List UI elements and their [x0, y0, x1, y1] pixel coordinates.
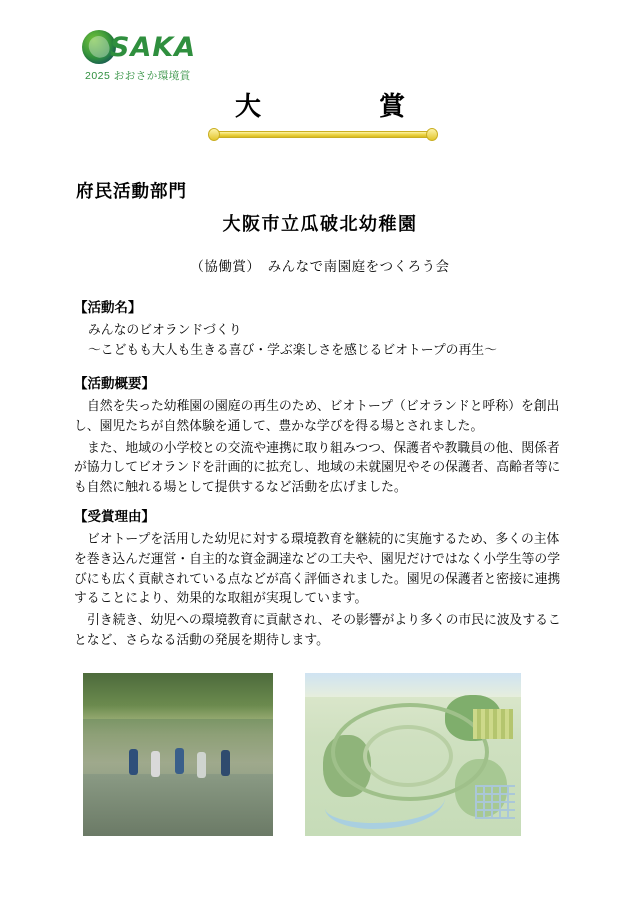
logo-subtitle: 2025 おおさか環境賞 — [85, 70, 191, 82]
photo-tree-band — [83, 673, 273, 719]
award-category: 府民活動部門 — [76, 181, 187, 201]
section-activity-overview — [74, 372, 566, 497]
reason-paragraph-2: 引き続き、幼児への環境教育に貢献され、その影響がより多くの市民に波及することなど、さらなる活動の発展を期待します。 — [74, 612, 561, 648]
photo-children-in-biotope — [83, 673, 273, 836]
map-garden-plot — [473, 709, 513, 739]
map-fence — [475, 785, 515, 819]
map-stream — [325, 777, 445, 829]
photo-child-figure — [129, 749, 138, 775]
photo-child-figure — [197, 752, 206, 778]
co-award-recipient: （協働賞） みんなで南園庭をつくろう会 — [190, 259, 450, 274]
recipient-organization: 大阪市立瓜破北幼稚園 — [222, 214, 418, 234]
section-label: 【活動名】 — [74, 300, 142, 315]
section-body — [74, 529, 566, 650]
section-body — [74, 396, 566, 497]
section-body — [74, 320, 566, 360]
osaka-environment-award-logo — [82, 30, 212, 86]
activity-name-line-2: 〜こどもも大人も生きる喜び・学ぶ楽しさを感じるビオトープの再生〜 — [88, 341, 497, 357]
photo-child-figure — [151, 751, 160, 777]
section-label: 【受賞理由】 — [74, 509, 155, 524]
divider-bar — [216, 131, 430, 138]
logo-brand-text: SAKA — [110, 32, 197, 63]
divider-cap-right — [426, 128, 438, 141]
overview-paragraph-2: また、地域の小学校との交流や連携に取り組みつつ、保護者や教職員の他、関係者が協力してビオランドを計画的に拡充し、地域の未就園児やその保護者、高齢者等にも自然に触れる場として提供するなど活動を広げました。 — [74, 439, 561, 495]
award-divider — [208, 128, 438, 138]
map-sky-band — [305, 673, 521, 697]
photo-water-area — [83, 774, 273, 836]
photo-child-figure — [221, 750, 230, 776]
logo-mark — [82, 30, 200, 66]
photo-child-figure — [175, 748, 184, 774]
overview-paragraph-1: 自然を失った幼稚園の園庭の再生のため、ビオトープ（ビオランドと呼称）を創出し、園児たちが自然体験を通して、豊かな学びを得る場とされました。 — [74, 398, 560, 433]
award-title: 大 賞 — [234, 92, 427, 122]
section-award-reason — [74, 505, 566, 650]
reason-paragraph-1: ビオトープを活用した幼児に対する環境教育を継続的に実施するため、多くの主体を巻き込んだ運営・自主的な資金調達などの工夫や、園児だけではなく小学生等の学びにも広く貢献されている点などが高く評価されました。園児の保護者と密接に連携することにより、効果的な取組が実現しています。 — [74, 531, 561, 606]
divider-cap-left — [208, 128, 220, 141]
section-label: 【活動概要】 — [74, 376, 155, 391]
section-activity-name — [74, 296, 566, 360]
activity-name-line-1: みんなのビオランドづくり — [88, 322, 242, 337]
photo-biotope-illustrated-map — [305, 673, 521, 836]
